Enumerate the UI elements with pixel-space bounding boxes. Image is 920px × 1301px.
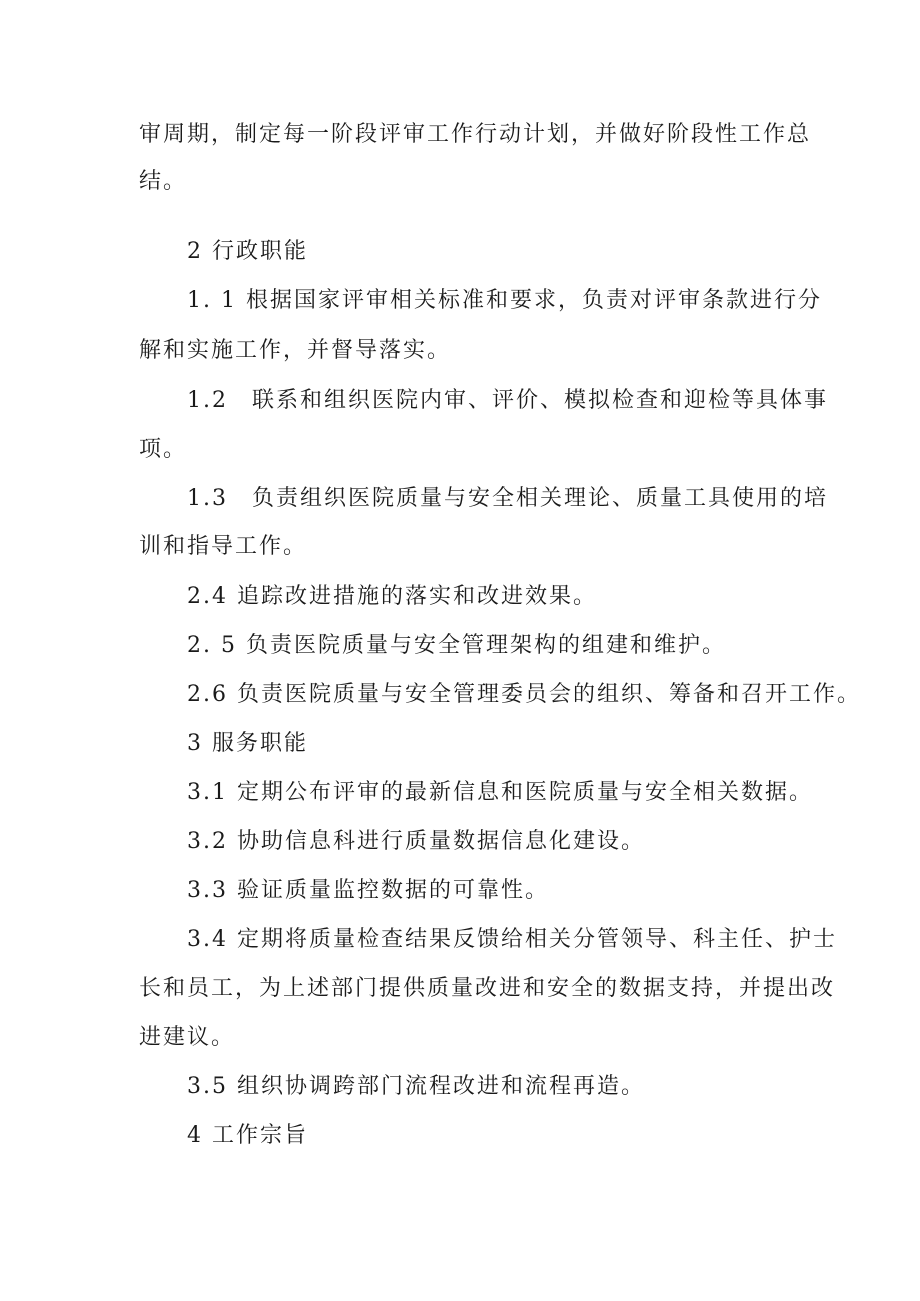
paragraph-1-2-line-1: 1.2 联系和组织医院内审、评价、模拟检查和迎检等具体事 <box>187 388 828 413</box>
paragraph-1-2-line-2: 项。 <box>139 437 188 462</box>
paragraph-3-3: 3.3 验证质量监控数据的可靠性。 <box>187 878 549 903</box>
paragraph-1-line-1: 审周期，制定每一阶段评审工作行动计划，并做好阶段性工作总 <box>139 122 812 147</box>
paragraph-3-5: 3.5 组织协调跨部门流程改进和流程再造。 <box>187 1074 645 1099</box>
paragraph-3-4-line-3: 进建议。 <box>139 1025 236 1050</box>
paragraph-3-1: 3.1 定期公布评审的最新信息和医院质量与安全相关数据。 <box>187 780 813 805</box>
paragraph-1-3-line-2: 训和指导工作。 <box>139 534 308 559</box>
paragraph-2-4: 2.4 追踪改进措施的落实和改进效果。 <box>187 584 597 609</box>
paragraph-3-4-line-1: 3.4 定期将质量检查结果反馈给相关分管领导、科主任、护士 <box>187 927 837 952</box>
paragraph-1-1-line-2: 解和实施工作，并督导落实。 <box>139 338 452 363</box>
paragraph-2-5: 2. 5 负责医院质量与安全管理架构的组建和维护。 <box>187 633 726 658</box>
section-heading-4: 4 工作宗旨 <box>187 1123 308 1148</box>
paragraph-2-6: 2.6 负责医院质量与安全管理委员会的组织、筹备和召开工作。 <box>187 682 861 707</box>
section-heading-2: 2 行政职能 <box>187 239 308 264</box>
paragraph-1-3-line-1: 1.3 负责组织医院质量与安全相关理论、质量工具使用的培 <box>187 486 828 511</box>
paragraph-1-1-line-1: 1. 1 根据国家评审相关标准和要求，负责对评审条款进行分 <box>187 288 822 313</box>
paragraph-3-2: 3.2 协助信息科进行质量数据信息化建设。 <box>187 829 645 854</box>
paragraph-3-4-line-2: 长和员工，为上述部门提供质量改进和安全的数据支持，并提出改 <box>139 976 836 1001</box>
section-heading-3: 3 服务职能 <box>187 731 308 756</box>
paragraph-1-line-2: 结。 <box>139 169 188 194</box>
